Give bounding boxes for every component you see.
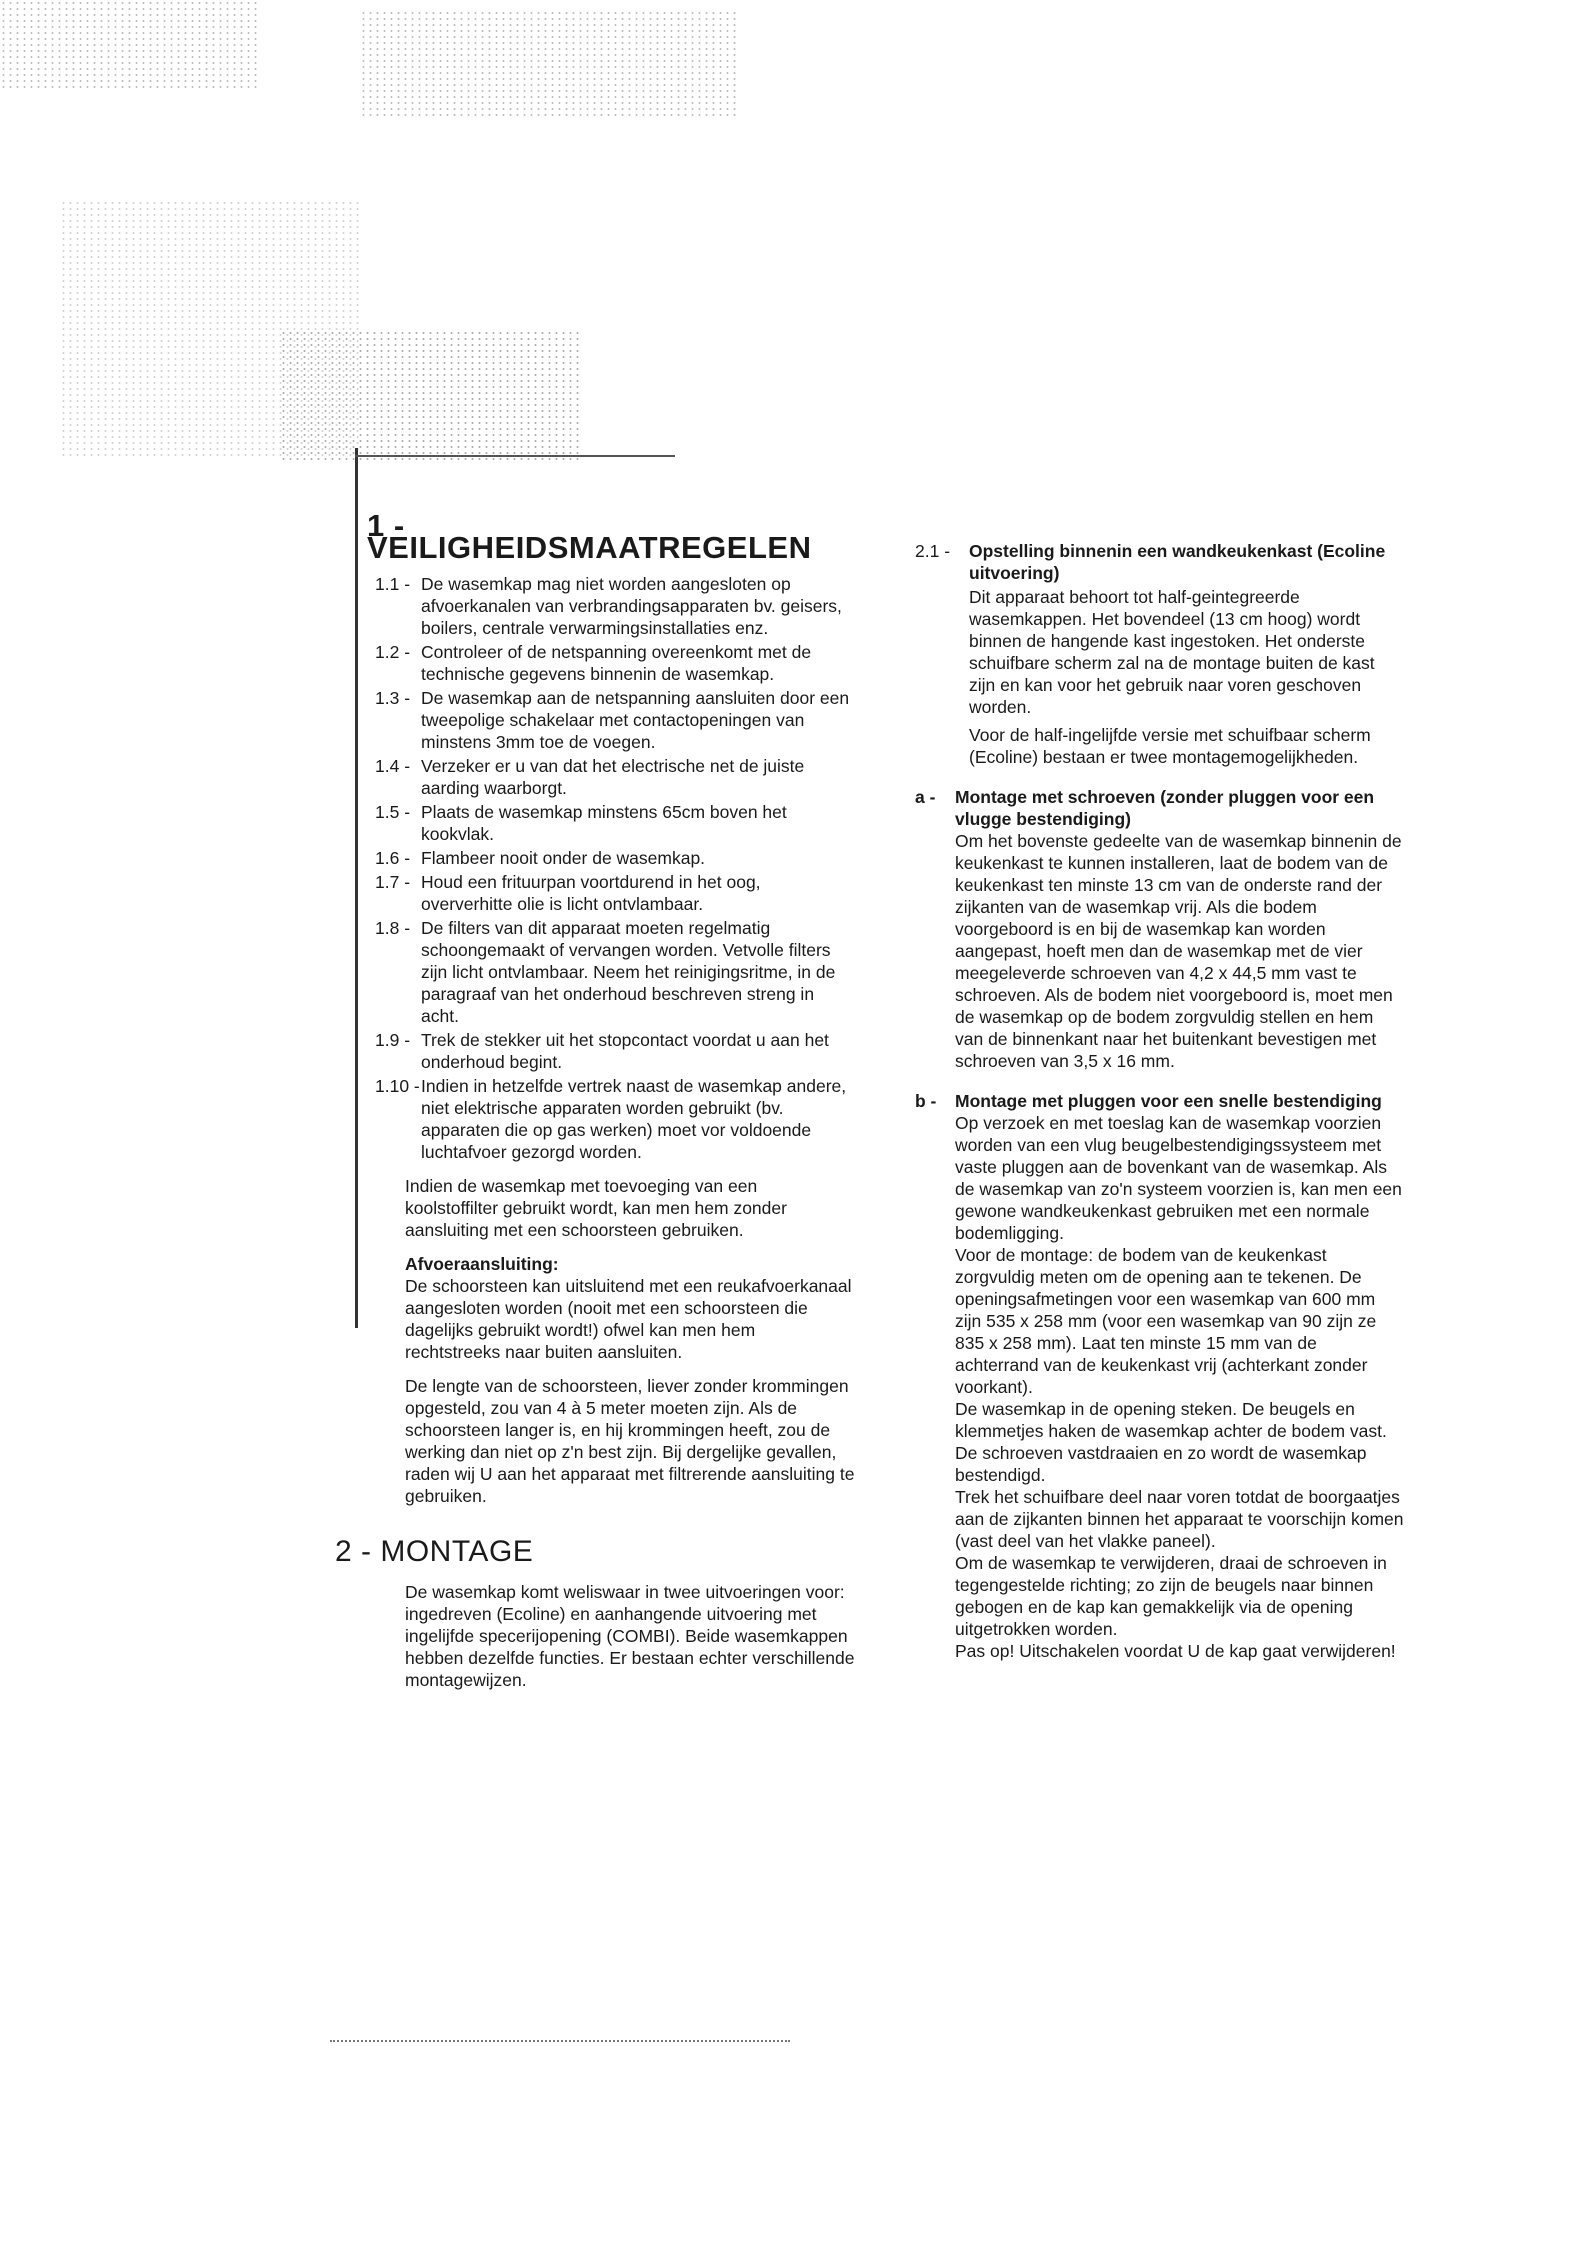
item-text: Controleer of de netspanning overeenkomt met de technische gegevens binnenin de wasemkap. bbox=[421, 642, 812, 684]
section1-title: 1 - VEILIGHEIDSMAATREGELEN bbox=[367, 508, 812, 565]
option-b-text-4: Trek het schuifbare deel naar voren totdat de boorgaatjes aan de zijkanten binnen het apparaat te voorschijn komen (vast deel van het vlakke paneel). bbox=[955, 1487, 1404, 1551]
item-number: 1.4 - bbox=[375, 756, 411, 776]
option-letter: a - bbox=[915, 787, 936, 807]
item-number: 1.10 - bbox=[375, 1076, 420, 1096]
item-text: Indien in hetzelfde vertrek naast de wasemkap andere, niet elektrische apparaten worden gebruikt (bv. apparaten die op gas werken) moet vor voldoende luchtafvoer gezorgd worden. bbox=[421, 1076, 847, 1162]
item-text: Houd een frituurpan voortdurend in het oog, oververhitte olie is licht ontvlambaar. bbox=[421, 872, 761, 914]
scan-noise-top-left bbox=[0, 0, 260, 90]
item-number: 1.3 - bbox=[375, 688, 411, 708]
scan-noise-corner bbox=[280, 330, 580, 460]
list-item bbox=[375, 1029, 855, 1073]
subsection-2-1-text-2: Voor de half-ingelijfde versie met schuifbaar scherm (Ecoline) bestaan er twee montagemogelijkheden. bbox=[969, 725, 1371, 767]
right-column bbox=[915, 540, 1405, 1662]
scan-vertical-rule bbox=[355, 448, 358, 1328]
option-b-text-1: Op verzoek en met toeslag kan de wasemkap voorzien worden van een vlug beugelbestendigingssysteem met vaste pluggen aan de bovenkant van de wasemkap. Als de wasemkap van zo'n systeem voorzien is, kan men een gewone wandkeukenkast gebruiken met een normale bodemligging. bbox=[955, 1113, 1402, 1243]
scan-horizontal-rule bbox=[355, 455, 675, 457]
option-b-text-2: Voor de montage: de bodem van de keukenkast zorgvuldig meten om de opening aan te tekenen. De openingsafmetingen voor een wasemkap van 600 mm zijn 535 x 258 mm (voor een wasemkap van 90 zijn ze 835 x 258 mm). Laat ten minste 15 mm van de achterrand van de keukenkast vrij (achterkant zonder voorkant). bbox=[955, 1245, 1377, 1397]
exhaust-connection-text: De schoorsteen kan uitsluitend met een reukafvoerkanaal aangesloten worden (nooit met een schoorsteen die dagelijks gebruikt wordt!) ofwel kan men hem rechtstreeks naar buiten aansluiten. bbox=[405, 1276, 852, 1362]
option-b-warning: Pas op! Uitschakelen voordat U de kap gaat verwijderen! bbox=[955, 1641, 1396, 1661]
option-a-text: Om het bovenste gedeelte van de wasemkap binnenin de keukenkast te kunnen installeren, laat de bodem van de keukenkast ten minste 13 cm van de onderste rand der zijkanten van de wasemkap vrij. Als die bodem voorgeboord is en bij de wasemkap kan worden aangepast, hoeft men dan de wasemkap met de vier meegeleverde schroeven van 4,2 x 44,5 mm vast te schroeven. Als de bodem niet voorgeboord is, moet men de wasemkap op de bodem zorgvuldig stellen en hem van de binnenkant naar het buitenkant bevestigen met schroeven van 3,5 x 16 mm. bbox=[955, 831, 1402, 1071]
subsection-number: 2.1 - bbox=[915, 541, 951, 561]
item-text: Verzeker er u van dat het electrische net de juiste aarding waarborgt. bbox=[421, 756, 805, 798]
item-number: 1.8 - bbox=[375, 918, 411, 938]
list-item bbox=[375, 755, 855, 799]
option-b-title: Montage met pluggen voor een snelle bestendiging bbox=[955, 1091, 1382, 1111]
item-text: Plaats de wasemkap minstens 65cm boven het kookvlak. bbox=[421, 802, 787, 844]
subsection-2-1-text: Dit apparaat behoort tot half-geintegreerde wasemkappen. Het bovendeel (13 cm hoog) wordt binnen de hangende kast ingestoken. Het onderste schuifbare scherm zal na de montage buiten de kast zijn en kan voor het gebruik naar voren geschoven worden. bbox=[969, 587, 1375, 717]
option-b-text-3: De wasemkap in de opening steken. De beugels en klemmetjes haken de wasemkap achter de bodem vast. De schroeven vastdraaien en zo wordt de wasemkap bestendigd. bbox=[955, 1399, 1387, 1485]
section2-title: 2 - MONTAGE bbox=[335, 1535, 534, 1568]
list-item bbox=[375, 687, 855, 753]
item-number: 1.9 - bbox=[375, 1030, 411, 1050]
carbon-filter-paragraph: Indien de wasemkap met toevoeging van een koolstoffilter gebruikt wordt, kan men hem zonder aansluiting met een schoorsteen gebruiken. bbox=[405, 1176, 787, 1240]
chimney-length-paragraph: De lengte van de schoorsteen, liever zonder krommingen opgesteld, zou van 4 à 5 meter moeten zijn. Als de schoorsteen langer is, en hij krommingen heeft, zou de werking dan niet op z'n best zijn. Bij dergelijke gevallen, raden wij U aan het apparaat met filtrerende aansluiting te gebruiken. bbox=[405, 1376, 855, 1506]
scan-noise-top-middle bbox=[360, 10, 740, 120]
list-item bbox=[375, 801, 855, 845]
item-text: De filters van dit apparaat moeten regelmatig schoongemaakt of vervangen worden. Vetvolle filters zijn licht ontvlambaar. Neem het reinigingsritme, in de paragraaf van het onderhoud beschreven streng in acht. bbox=[421, 918, 836, 1026]
option-a-title: Montage met schroeven (zonder pluggen voor een vlugge bestendiging) bbox=[955, 787, 1375, 829]
item-text: De wasemkap aan de netspanning aansluiten door een tweepolige schakelaar met contactopeningen van minstens 3mm toe de voegen. bbox=[421, 688, 850, 752]
montage-intro: De wasemkap komt weliswaar in twee uitvoeringen voor: ingedreven (Ecoline) en aanhangende uitvoering met ingelijfde specerijopening (COMBI). Beide wasemkappen hebben dezelfde functies. Er bestaan echter verschillende montagewijzen. bbox=[405, 1582, 855, 1690]
item-number: 1.1 - bbox=[375, 574, 411, 594]
item-text: De wasemkap mag niet worden aangesloten op afvoerkanalen van verbrandingsapparaten bv. geisers, boilers, centrale verwarmingsinstallaties enz. bbox=[421, 574, 842, 638]
list-item bbox=[375, 573, 855, 639]
item-number: 1.6 - bbox=[375, 848, 411, 868]
left-column bbox=[335, 508, 855, 1703]
option-a bbox=[915, 786, 1405, 1072]
subsection-2-1-header bbox=[915, 540, 1405, 584]
option-b bbox=[915, 1090, 1405, 1662]
exhaust-connection-title: Afvoeraansluiting: bbox=[405, 1254, 559, 1274]
item-number: 1.2 - bbox=[375, 642, 411, 662]
scan-dotted-line bbox=[330, 2040, 790, 2042]
list-item bbox=[375, 1075, 855, 1163]
list-item bbox=[375, 917, 855, 1027]
list-item bbox=[375, 871, 855, 915]
list-item bbox=[375, 847, 855, 869]
item-number: 1.7 - bbox=[375, 872, 411, 892]
item-number: 1.5 - bbox=[375, 802, 411, 822]
item-text: Flambeer nooit onder de wasemkap. bbox=[421, 848, 706, 868]
item-text: Trek de stekker uit het stopcontact voordat u aan het onderhoud begint. bbox=[421, 1030, 829, 1072]
list-item bbox=[375, 641, 855, 685]
subsection-title: Opstelling binnenin een wandkeukenkast (Ecoline uitvoering) bbox=[969, 541, 1386, 583]
option-b-text-5: Om de wasemkap te verwijderen, draai de schroeven in tegengestelde richting; zo zijn de beugels naar binnen gebogen en de kap kan gemakkelijk via de opening uitgetrokken worden. bbox=[955, 1553, 1387, 1639]
option-letter: b - bbox=[915, 1091, 937, 1111]
